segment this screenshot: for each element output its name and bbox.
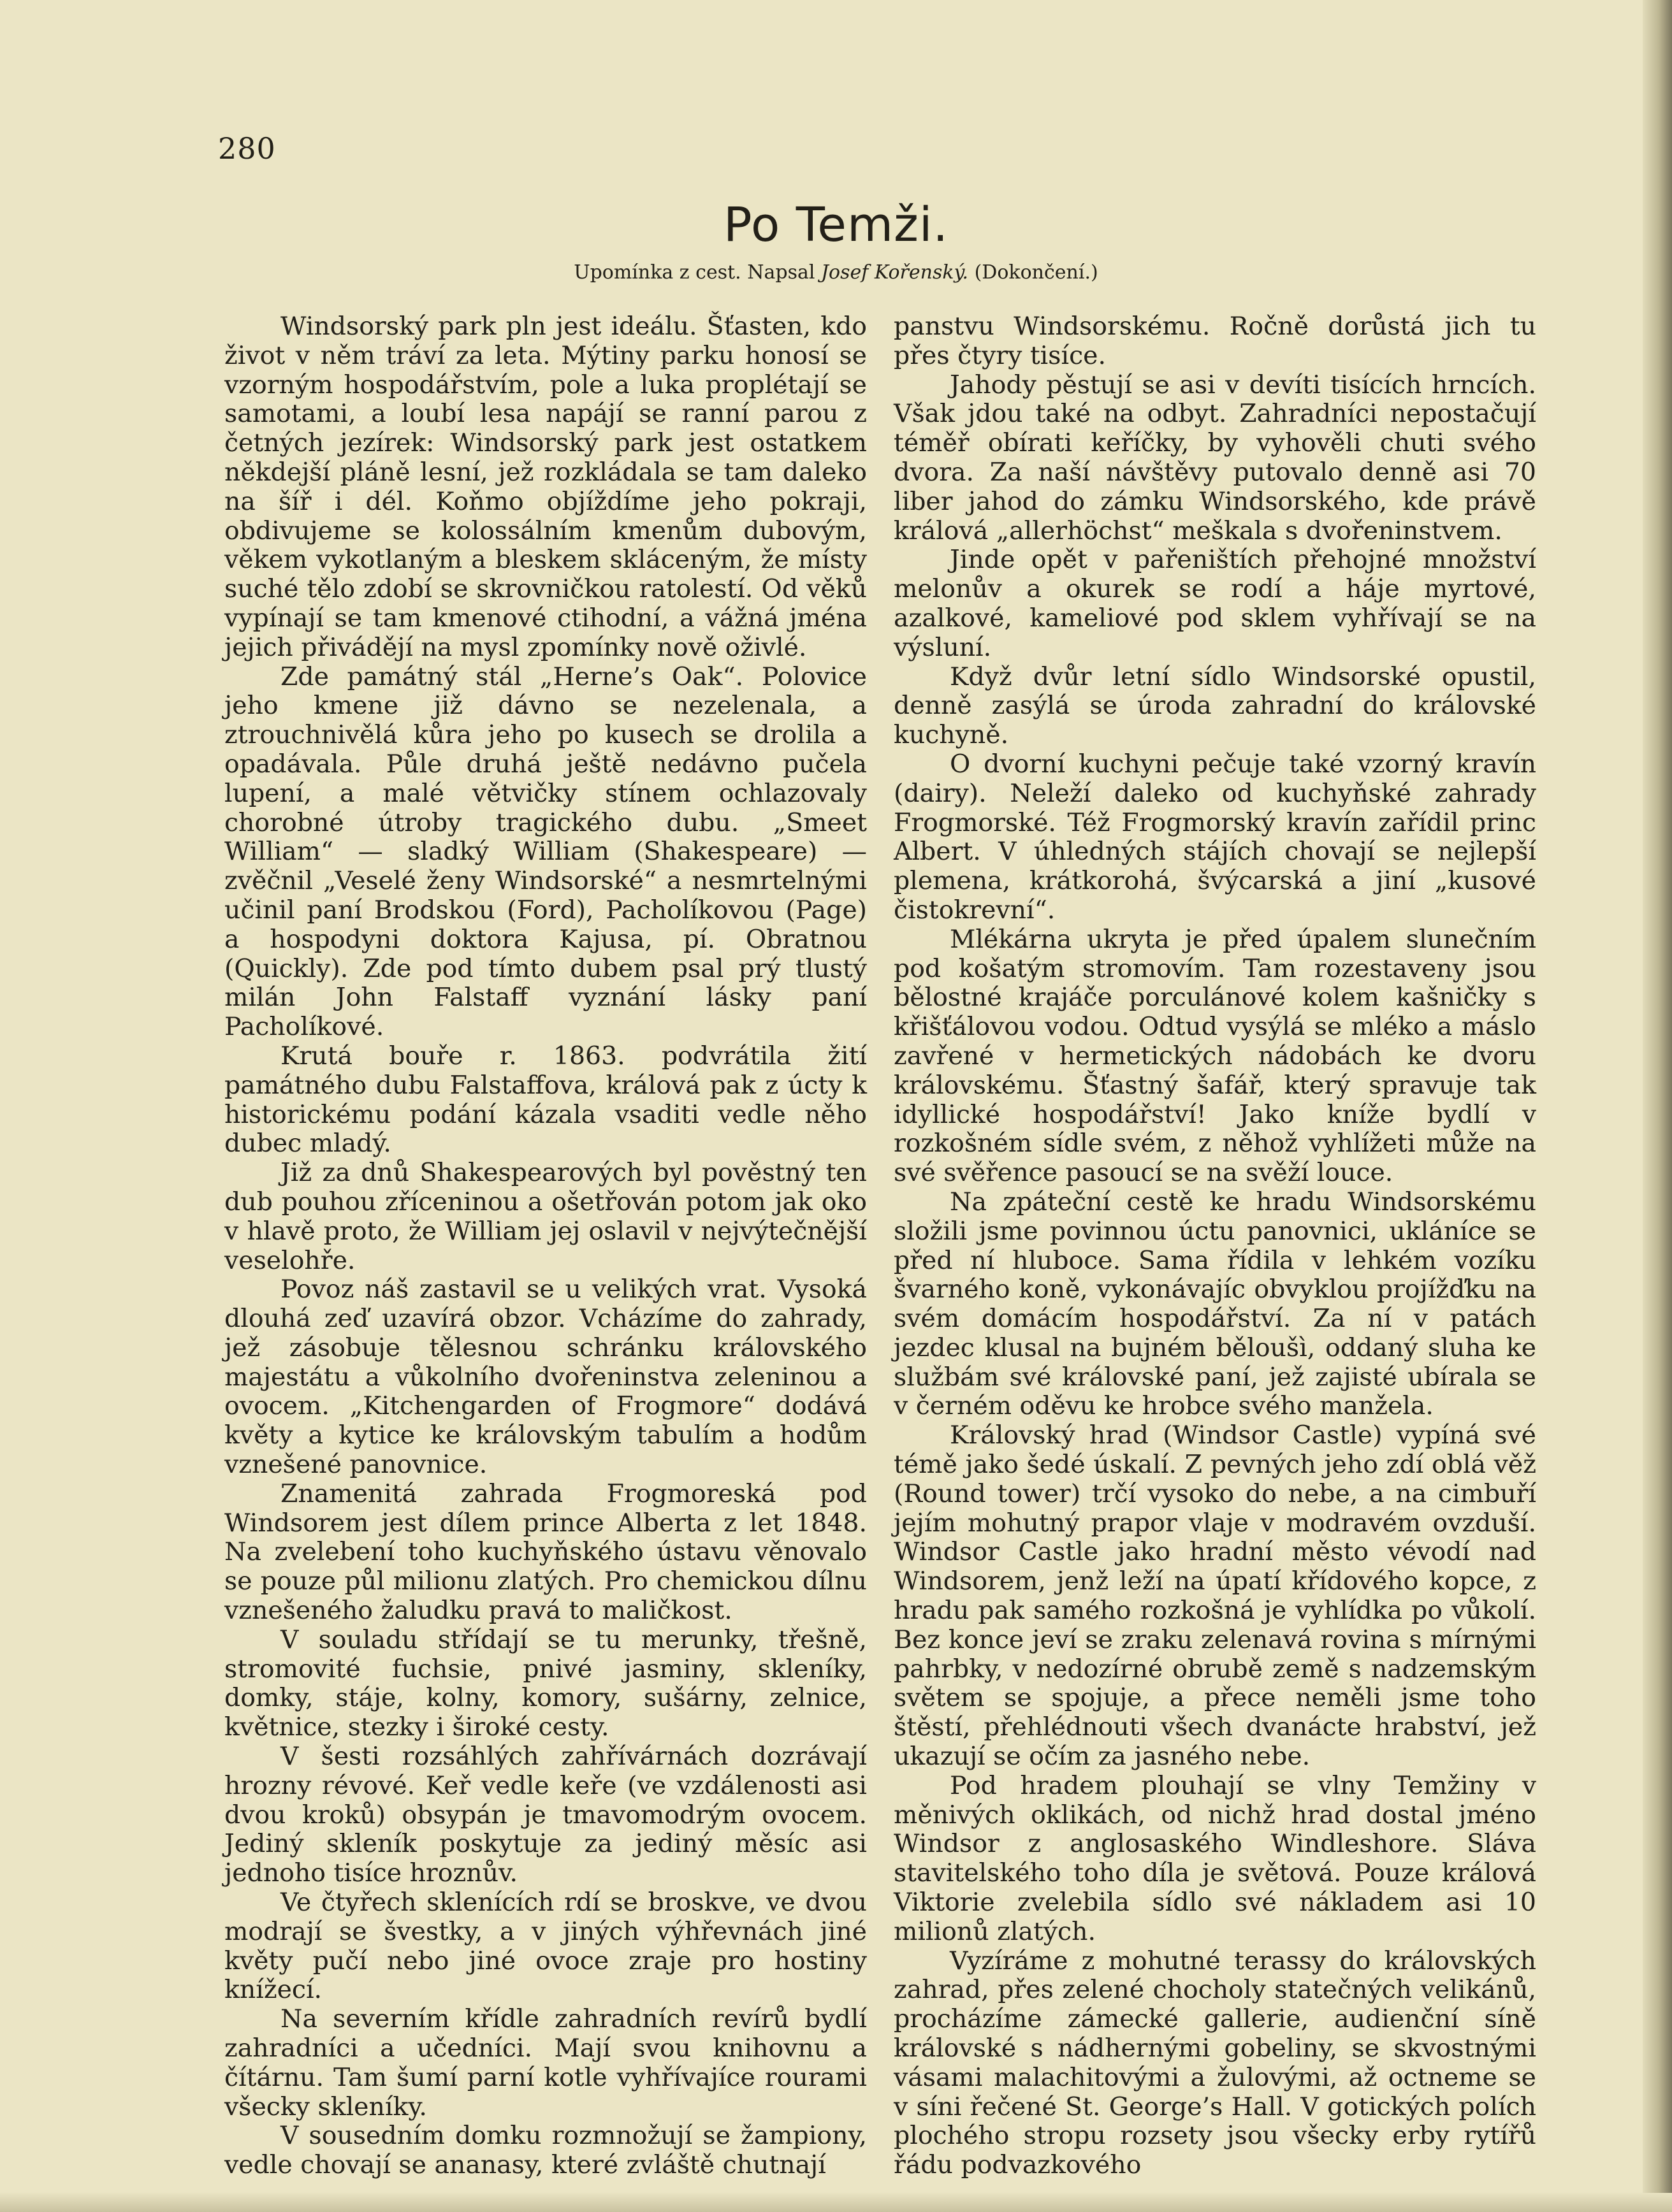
paragraph: V souladu střídají se tu merunky, třešně, stromovité fuchsie, pnivé jasminy, skleníky, domky, stáje, kolny, komory, sušárny, zelnice, květnice, stezky i široké cesty.: [224, 1624, 867, 1742]
byline-author: Josef Kořenský.: [821, 261, 969, 284]
paragraph: Pod hradem plouhají se vlny Temžiny v měnivých oklikách, od nichž hrad dostal jméno Windsor z anglosaského Windleshore. Sláva stavitelského toho díla je světová. Pouze králová Viktorie zvelebila sídlo své nákladem asi 10 milionů zlatých.: [894, 1770, 1536, 1946]
paragraph: Vyzíráme z mohutné terassy do královských zahrad, přes zelené chocholy statečných velikánů, procházíme zámecké gallerie, audienční síně královské s nádhernými gobeliny, se skvostnými vásami malachitovými a žulovými, až octneme se v síni řečené St. George’s Hall. V gotických polích plochého stropu rozsety jsou všecky erby rytířů řádu podvazkového: [894, 1946, 1536, 2180]
paragraph: Krutá bouře r. 1863. podvrátila žití památného dubu Falstaffova, králová pak z úcty k historickému podání kázala vsaditi vedle něho dubec mladý.: [224, 1041, 867, 1159]
paragraph: Mlékárna ukryta je před úpalem slunečním pod košatým stromovím. Tam rozestaveny jsou bělostné krajáče porculánové kolem kašničky s křišťálovou vodou. Odtud vysýlá se mléko a máslo zavřené v hermetických nádobách ke dvoru královskému. Šťastný šafář, který spravuje tak idyllické hospodářství! Jako kníže bydlí v rozkošném sídle svém, z něhož vyhlížeti může na své svěřence pasoucí se na svěží louce.: [894, 924, 1536, 1188]
paragraph: Ve čtyřech sklenících rdí se broskve, ve dvou modrají se švestky, a v jiných výhřevnách jiné květy pučí nebo jiné ovoce zraje pro hostiny knížecí.: [224, 1888, 867, 2005]
paragraph: Na zpáteční cestě ke hradu Windsorskému složili jsme povinnou úctu panovnici, ukláníce se před ní hluboce. Sama řídila v lehkém vozíku švarného koně, vykonávajíc obvyklou projížďku na svém domácím hospodářství. Za ní v patách jezdec klusal na bujném běloušì, oddaný sluha ke službám své královské paní, jež zajisté ubírala se v černém oděvu ke hrobce svého manžela.: [894, 1187, 1536, 1421]
paragraph: Znamenitá zahrada Frogmoreská pod Windsorem jest dílem prince Alberta z let 1848. Na zvelebení toho kuchyňského ústavu věnovalo se pouze půl milionu zlatých. Pro chemickou dílnu vznešeného žaludku pravá to maličkost.: [224, 1478, 867, 1626]
right-column: [894, 312, 1536, 2180]
byline: [0, 261, 1672, 284]
left-column: [224, 312, 867, 2180]
paragraph: Zde památný stál „Herne’s Oak“. Polovice jeho kmene již dávno se nezelenala, a ztrouchnivělá kůra jeho po kusech se drolila a opadávala. Půle druhá ještě nedávno pučela lupení, a malé větvičky stínem ochlazovaly chorobné útroby tragického dubu. „Smeet William“ — sladký William (Shakespeare) — zvěčnil „Veselé ženy Windsorské“ a nesmrtelnými učinil paní Brodskou (Ford), Pacholíkovou (Page) a hospodyni doktora Kajusa, pí. Obratnou (Quickly). Zde pod tímto dubem psal prý tlustý milán John Falstaff vyznání lásky paní Pacholíkové.: [224, 661, 867, 1042]
paragraph: Na severním křídle zahradních revírů bydlí zahradníci a učedníci. Mají svou knihovnu a čítárnu. Tam šumí parní kotle vyhřívajíce rourami všecky skleníky.: [224, 2004, 867, 2122]
byline-suffix: (Dokončení.): [974, 261, 1098, 284]
byline-prefix: Upomínka z cest. Napsal: [574, 261, 815, 284]
paragraph: V sousedním domku rozmnožují se žampiony, vedle chovají se ananasy, které zvláště chutnají: [224, 2121, 867, 2180]
page-edge-bottom: [0, 2193, 1672, 2212]
paragraph: O dvorní kuchyni pečuje také vzorný kravín (dairy). Neleží daleko od kuchyňské zahrady Frogmorské. Též Frogmorský kravín zařídil princ Albert. V úhledných stájích chovají se nejlepší plemena, krátkorohá, švýcarská a jiní „kusové čistokrevní“.: [894, 749, 1536, 925]
paragraph: Když dvůr letní sídlo Windsorské opustil, denně zasýlá se úroda zahradní do královské kuchyně.: [894, 661, 1536, 750]
paragraph: Windsorský park pln jest ideálu. Šťasten, kdo život v něm tráví za leta. Mýtiny parku honosí se vzorným hospodářstvím, pole a luka proplétají se samotami, a loubí lesa napájí se ranní parou z četných jezírek: Windsorský park jest ostatkem někdejší pláně lesní, jež rozkládala se tam daleko na šíř i dél. Koňmo objíždíme jeho pokraji, obdivujeme se kolossálním kmenům dubovým, věkem vykotlaným a bleskem skláceným, že místy suché tělo zdobí se skrovničkou ratolestí. Od věků vypínají se tam kmenové ctihodní, a vážná jména jejich přivádějí na mysl zpomínky nově oživlé.: [224, 312, 867, 662]
paragraph-continuation: panstvu Windsorskému. Ročně dorůstá jich tu přes čtyry tisíce.: [894, 312, 1536, 370]
page-edge-right: [1643, 0, 1672, 2212]
paragraph: V šesti rozsáhlých zahřívárnách dozrávají hrozny révové. Keř vedle keře (ve vzdálenosti asi dvou kroků) obsypán je tmavomodrým ovocem. Jediný skleník poskytuje za jediný měsíc asi jednoho tisíce hroznův.: [224, 1742, 867, 1888]
paragraph: Již za dnů Shakespearových byl pověstný ten dub pouhou zříceninou a ošetřován potom jak oko v hlavě proto, že William jej oslavil v nejvýtečnější veselohře.: [224, 1158, 867, 1275]
paragraph: Povoz náš zastavil se u velikých vrat. Vysoká dlouhá zeď uzavírá obzor. Vcházíme do zahrady, jež zásobuje tělesnou schránku královského majestátu a vůkolního dvořeninstva zeleninou a ovocem. „Kitchengarden of Frogmore“ dodává květy a kytice ke královským tabulím a hodům vznešené panovnice.: [224, 1275, 867, 1480]
paragraph: Jinde opět v pařeništích přehojné množství melonův a okurek se rodí a háje myrtové, azalkové, kameliové pod sklem vyhřívají se na výsluní.: [894, 545, 1536, 662]
paragraph: Jahody pěstují se asi v devíti tisících hrncích. Však jdou také na odbyt. Zahradníci nepostačují téměř obírati keříčky, by vyhověli chuti svého dvora. Za naší návštěvy putovalo denně asi 70 liber jahod do zámku Windsorského, kde právě králová „allerhöchst“ meškala s dvořeninstvem.: [894, 370, 1536, 546]
page-number: 280: [218, 131, 276, 166]
paragraph: Královský hrad (Windsor Castle) vypíná své témě jako šedé úskalí. Z pevných jeho zdí oblá věž (Round tower) trčí vysoko do nebe, a na cimbuří jejím mohutný prapor vlaje v modravém ovzduší. Windsor Castle jako hradní město vévodí nad Windsorem, jenž leží na úpatí křídového kopce, z hradu pak samého rozkošná je vyhlídka po vůkolí. Bez konce jeví se zraku zelenavá rovina s mírnými pahrbky, v nedozírné obrubě země s nadzemským světem se spojuje, a přece neměli jsme toho štěstí, přehlédnouti všech dvanácte hrabství, jež ukazují se očím za jasného nebe.: [894, 1420, 1536, 1772]
article-title: Po Temži.: [723, 198, 949, 252]
